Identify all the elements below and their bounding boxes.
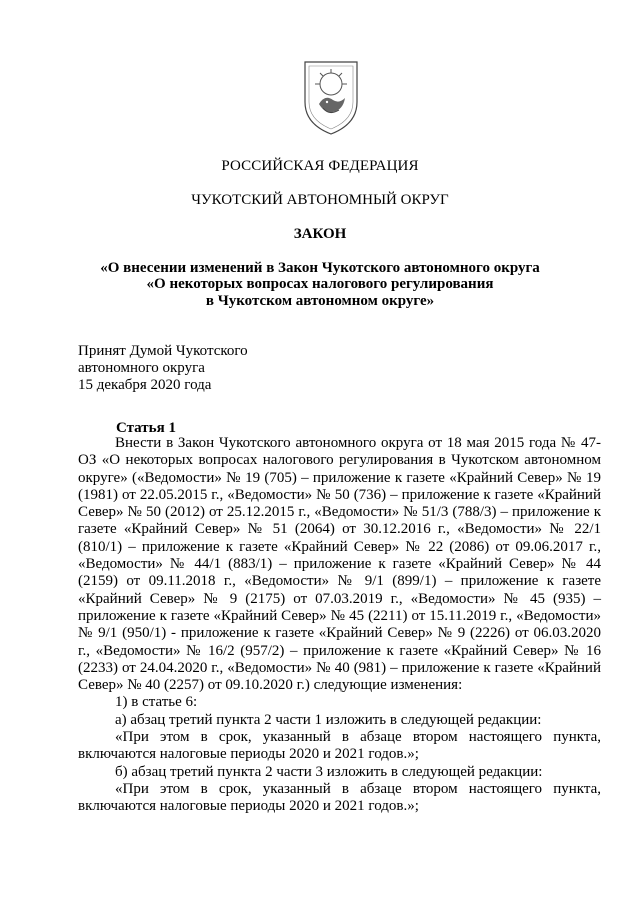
chukotka-coat-of-arms-icon xyxy=(299,58,363,138)
article-paragraph: «При этом в срок, указанный в абзаце втором настоящего пункта, включаются налоговые периоды 2020 и 2021 годов.»; xyxy=(78,780,601,815)
region-heading: ЧУКОТСКИЙ АВТОНОМНЫЙ ОКРУГ xyxy=(191,192,449,208)
adoption-line-2: автономного округа xyxy=(78,360,205,376)
adoption-line-1: Принят Думой Чукотского xyxy=(78,343,248,359)
law-title-line-2: «О некоторых вопросах налогового регулирования xyxy=(146,276,494,292)
adoption-date: 15 декабря 2020 года xyxy=(78,377,212,393)
article-paragraph: «При этом в срок, указанный в абзаце втором настоящего пункта, включаются налоговые периоды 2020 и 2021 годов.»; xyxy=(78,729,601,763)
law-title-line-3: в Чукотском автономном округе» xyxy=(205,293,435,309)
adoption-block xyxy=(78,343,248,394)
article-heading: Статья 1 xyxy=(116,420,176,436)
article-paragraph: а) абзац третий пункта 2 части 1 изложить в следующей редакции: xyxy=(115,711,542,728)
article-paragraph: б) абзац третий пункта 2 части 3 изложить в следующей редакции: xyxy=(115,763,543,780)
article-paragraph: 1) в статье 6: xyxy=(115,694,198,711)
law-title-line-1: «О внесении изменений в Закон Чукотского автономного округа xyxy=(100,260,540,276)
document-type-heading: ЗАКОН xyxy=(293,226,347,242)
article-body xyxy=(78,435,601,816)
country-heading: РОССИЙСКАЯ ФЕДЕРАЦИЯ xyxy=(221,158,419,174)
article-paragraph: Внести в Закон Чукотского автономного округа от 18 мая 2015 года № 47-ОЗ «О некоторых вопросах налогового регулирования в Чукотском автономном округе» («Ведомости» № 19 (705) – приложение к газете «Крайний Север» № 19 (1981) от 22.05.2015 г., «Ведомости» № 50 (736) – приложение к газете «Крайний Север» № 50 (2012) от 25.12.2015 г., «Ведомости» № 51/3 (788/3) – приложение к газете «Крайний Север» № 51 (2064) от 30.12.2016 г., «Ведомости» № 22/1 (810/1) – приложение к газете «Крайний Север» № 22 (2086) от 09.06.2017 г., «Ведомости» № 44/1 (883/1) – приложение к газете «Крайний Север» № 44 (2159) от 09.11.2018 г., «Ведомости» № 9/1 (899/1) – приложение к газете «Крайний Север» № 9 (2175) от 07.03.2019 г., «Ведомости» № 45 (935) – приложение к газете «Крайний Север» № 45 (2211) от 15.11.2019 г., «Ведомости» № 9/1 (950/1) - приложение к газете «Крайний Север» № 9 (2226) от 06.03.2020 г., «Ведомости» № 16/2 (957/2) – приложение к газете «Крайний Север» № 16 (2233) от 24.04.2020 г., «Ведомости» № 40 (981) – приложение к газете «Крайний Север» № 40 (2257) от 09.10.2020 г.) следующие изменения: xyxy=(78,435,601,694)
